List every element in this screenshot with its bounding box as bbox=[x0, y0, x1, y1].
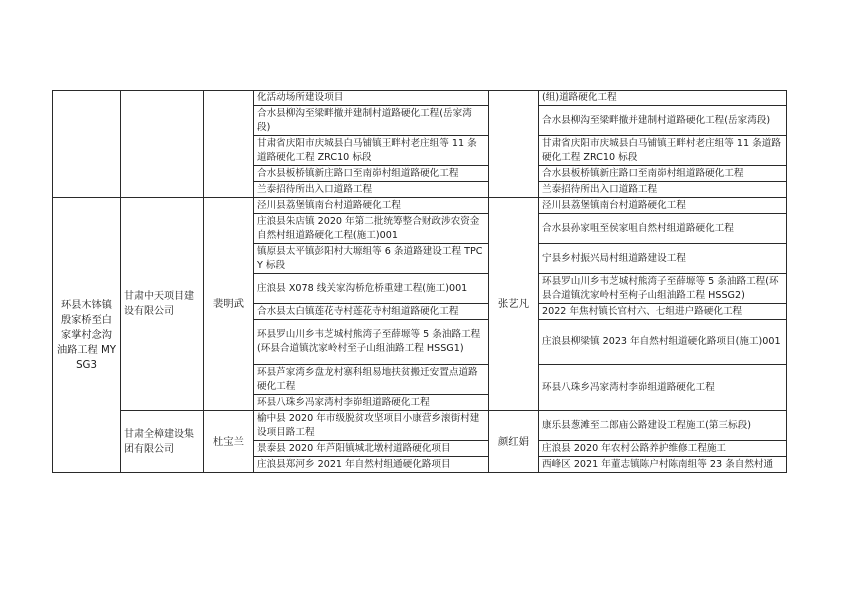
right-project-item: 环县罗山川乡韦芝城村熊湾子至薛塬等 5 条油路工程(环县合道镇沈家岭村至枸子山组油路工程 HSSG2) bbox=[539, 274, 787, 304]
prev-company-cell bbox=[121, 91, 204, 198]
second-person-cell: 张艺凡 bbox=[489, 198, 539, 411]
left-project-item: 合水县太白镇莲花寺村莲花寺村组道路硬化工程 bbox=[254, 304, 489, 320]
table-row bbox=[53, 91, 787, 106]
right-project-item: 环县八珠乡冯家湾村李峁组道路硬化工程 bbox=[539, 365, 787, 411]
right-project-item: 2022 年焦村镇长官村六、七组进户路硬化工程 bbox=[539, 304, 787, 320]
project-table bbox=[52, 90, 787, 473]
left-project-item: 镇原县太平镇彭阳村大塬组等 6 条道路建设工程 TPCY 标段 bbox=[254, 244, 489, 274]
prev-right-item: 合水县板桥镇新庄路口至南峁村组道路硬化工程 bbox=[539, 166, 787, 182]
prev-manager-cell bbox=[204, 91, 254, 198]
prev-right-item: 甘肃省庆阳市庆城县白马铺镇王畔村老庄组等 11 条道路硬化工程 ZRC10 标段 bbox=[539, 136, 787, 166]
left-project-item: 泾川县荔堡镇南台村道路硬化工程 bbox=[254, 198, 489, 214]
right-project-item: 庄浪县 2020 年农村公路养护维修工程施工 bbox=[539, 441, 787, 457]
left-project-item: 庄浪县 X078 线关家沟桥危桥重建工程(施工)001 bbox=[254, 274, 489, 304]
right-project-item: 西峰区 2021 年董志镇陈户村陈南组等 23 条自然村通 bbox=[539, 457, 787, 473]
right-project-item: 庄浪县柳梁镇 2023 年自然村组道硬化路项目(施工)001 bbox=[539, 320, 787, 365]
project-name-cell: 环县木钵镇殷家桥至白家掌村念沟油路工程 MYSG3 bbox=[53, 198, 121, 473]
left-project-item: 环县八珠乡冯家湾村李峁组道路硬化工程 bbox=[254, 395, 489, 411]
left-project-item: 景泰县 2020 年芦阳镇城北墩村道路硬化项目 bbox=[254, 441, 489, 457]
company-name-cell: 甘肃全樟建设集团有限公司 bbox=[121, 411, 204, 473]
prev-right-item: 兰泰招待所出入口道路工程 bbox=[539, 182, 787, 198]
company-name-cell: 甘肃中天项目建设有限公司 bbox=[121, 198, 204, 411]
project-manager-cell: 杜宝兰 bbox=[204, 411, 254, 473]
right-project-item: 泾川县荔堡镇南台村道路硬化工程 bbox=[539, 198, 787, 214]
prev-right-item: (组)道路硬化工程 bbox=[539, 91, 787, 106]
project-manager-cell: 裴明武 bbox=[204, 198, 254, 411]
left-project-item: 环县芦家湾乡盘龙村寨科组易地扶贫搬迁安置点道路硬化工程 bbox=[254, 365, 489, 395]
right-project-item: 宁县乡村振兴局村组道路建设工程 bbox=[539, 244, 787, 274]
table-row bbox=[53, 198, 787, 214]
prev-second-person-cell bbox=[489, 91, 539, 198]
left-project-item: 环县罗山川乡韦芝城村熊湾子至薛塬等 5 条油路工程(环县合道镇沈家岭村至子山组油路工程 HSSG1) bbox=[254, 320, 489, 365]
right-project-item: 康乐县葱滩至二郎庙公路建设工程施工(第三标段) bbox=[539, 411, 787, 441]
table-row bbox=[53, 411, 787, 441]
prev-left-item: 合水县板桥镇新庄路口至南峁村组道路硬化工程 bbox=[254, 166, 489, 182]
prev-right-item: 合水县柳沟至梁畔撤并建制村道路硬化工程(岳家湾段) bbox=[539, 106, 787, 136]
left-project-item: 榆中县 2020 年市级脱贫攻坚项目小康营乡滚街村建设项目路工程 bbox=[254, 411, 489, 441]
prev-left-item: 甘肃省庆阳市庆城县白马铺镇王畔村老庄组等 11 条道路硬化工程 ZRC10 标段 bbox=[254, 136, 489, 166]
prev-project-cell bbox=[53, 91, 121, 198]
prev-left-item: 兰泰招待所出入口道路工程 bbox=[254, 182, 489, 198]
prev-left-item: 合水县柳沟至梁畔撤并建制村道路硬化工程(岳家湾段) bbox=[254, 106, 489, 136]
second-person-cell: 颜红娟 bbox=[489, 411, 539, 473]
right-project-item: 合水县孙家咀至侯家咀自然村组道路硬化工程 bbox=[539, 214, 787, 244]
left-project-item: 庄浪县朱店镇 2020 年第二批统筹整合财政涉农资金自然村组道路硬化工程(施工)001 bbox=[254, 214, 489, 244]
left-project-item: 庄浪县郑河乡 2021 年自然村组通硬化路项目 bbox=[254, 457, 489, 473]
prev-left-item: 化活动场所建设项目 bbox=[254, 91, 489, 106]
